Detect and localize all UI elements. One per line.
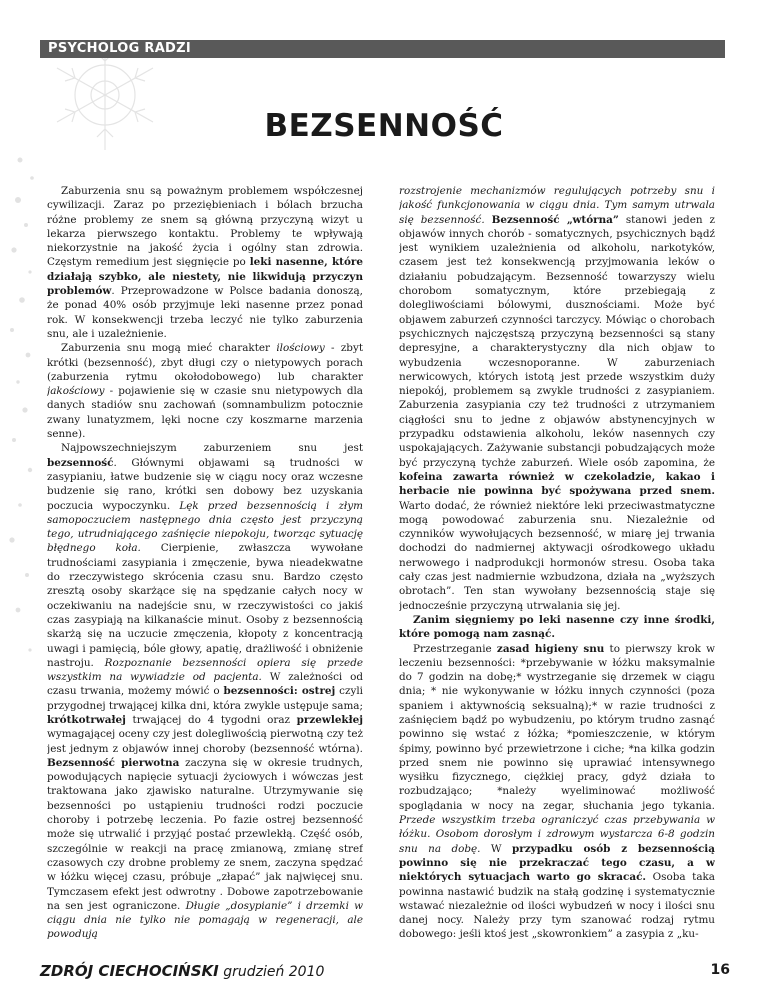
issue-date: grudzień 2010 xyxy=(223,964,325,980)
text-run: trwającej do 4 tygodni oraz xyxy=(125,713,297,726)
italic-text: Rozpoznanie bezsenności opiera się przede wszystkim na wywiadzie od pacjenta. xyxy=(47,656,363,684)
text-run: Cierpienie, zwłaszcza wywołane trudnościami zasypiania i zmęczenie, bywa nieadekwatne do rzeczywistego skrócenia czasu snu. Bardzo często zresztą osoby skarżące się na spędzanie całych nocy w oczekiwaniu na nadejście snu, w rzeczywistości co jakiś czas zasypiają na kilkanaście minut. Osoby z bezsennością skarżą się na uczucie zmęczenia, kłopoty z koncentracją uwagi i pamięcią, bóle głowy, apatię, drażliwość i obniżenie nastroju. xyxy=(47,542,363,669)
text-run: . Głównymi objawami są trudności w zasypianiu, łatwe budzenie się w ciągu nocy oraz wczesne budzenie się rano, krótki sen dobowy bez uzyskania poczucia wypoczynku. xyxy=(47,456,363,512)
text-run: Osoba taka powinna nastawić budzik na stałą godzinę i systematycznie wstawać niezależnie od ilości wybudzeń w nocy i ilości snu danej nocy. Należy przy tym szanować rodzaj rytmu dobowego: jeśli ktoś jest „skowronkiem” a zasypia z „ku- xyxy=(399,871,715,941)
text-run: Zaburzenia snu są poważnym problemem współczesnej cywilizacji. Zaraz po przeziębieniach i bólach brzucha różne problemy ze snem są główną przyczyną wizyt u lekarza pierwszego kontaktu. Problemy te wpływają niekorzystnie na jakość życia i ogólny stan zdrowia. Częstym remedium jest sięgnięcie po xyxy=(47,185,363,269)
text-run: W xyxy=(480,842,513,855)
paragraph xyxy=(47,184,363,341)
text-run: . Przeprowadzone w Polsce badania donoszą, że ponad 40% osób przyjmuje leki nasenne przez ponad rok. W konsekwencji trzeba leczyć nie tylko zaburzenia snu, ale i uzależnienie. xyxy=(47,285,363,340)
section-label: PSYCHOLOG RADZI xyxy=(48,41,192,56)
text-run: czyli przygodnej trwającej kilka dni, która zwykle ustępuje sama; xyxy=(47,685,363,712)
italic-text: jakościowy xyxy=(47,385,105,398)
italic-text: ilościowy xyxy=(276,342,325,355)
bold-text: zasad higieny snu xyxy=(496,642,605,655)
paragraph xyxy=(47,341,363,441)
paragraph xyxy=(399,613,715,642)
text-run: W zależności od czasu trwania, możemy mówić o xyxy=(47,671,363,698)
text-run: Przestrzeganie xyxy=(413,642,497,655)
text-run: to pierwszy krok w leczeniu bezsenności: *przebywanie w łóżku maksymalnie do 7 godzin na dobę;* wystrzeganie się drzemek w ciągu dnia; * nie wykonywanie w łóżku innych czynności (poza spaniem i aktywnością seksualną);* w razie trudności z zaśnięciem bądź po wybudzeniu, po którym trudno zasnąć powinno się wstać z łóżka; *pomieszczenie, w którym śpimy, powinno być przewietrzone i ciche; *na kilka godzin przed snem nie powinno się uprawiać intensywnego wysiłku fizycznego, ciężkiej pracy, gdyż działa to rozbudzająco; *należy wyeliminować możliwość spoglądania w nocy na zegar, słuchania jego tykania. xyxy=(399,642,715,812)
italic-text: Lęk przed bezsennością i złym samopoczuciem następnego dnia często jest przyczyną tego, utrudniającego zaśnięcie niepokoju, tworząc sytuację błędnego koła. xyxy=(47,499,363,555)
bold-text: Zanim sięgniemy po leki nasenne czy inne środki, które pomogą nam zasnąć. xyxy=(399,613,715,641)
article-title: BEZSENNOŚĆ xyxy=(264,108,504,144)
italic-text: Przede wszystkim trzeba ograniczyć czas przebywania w łóżku. Osobom dorosłym i zdrowym wystarcza 6-8 godzin snu na dobę. xyxy=(399,814,715,855)
right-column xyxy=(399,184,715,954)
italic-text: Długie „dosypianie” i drzemki w ciągu dnia nie tylko nie pomagają w regeneracji, ale powodują xyxy=(47,899,363,941)
paragraph xyxy=(399,642,715,942)
bold-text: kofeina zawarta również w czekoladzie, kakao i herbacie nie powinna być spożywana przed snem. xyxy=(399,470,715,498)
footer xyxy=(40,962,324,980)
bold-text: Bezsenność „wtórna” xyxy=(491,213,619,226)
section-header-bar xyxy=(40,40,725,58)
bold-text: bezsenność xyxy=(47,456,114,469)
text-run xyxy=(485,214,492,226)
bold-text: bezsenności: ostrej xyxy=(223,685,336,698)
magazine-name: ZDRÓJ CIECHOCIŃSKI xyxy=(40,962,219,980)
page-number: 16 xyxy=(710,962,730,978)
text-run: Zaburzenia snu mogą mieć charakter xyxy=(61,342,277,355)
bold-text: Bezsenność pierwotna xyxy=(47,756,180,769)
text-run: zaczyna się w okresie trudnych, powodujących napięcie sytuacji życiowych i wówczas jest traktowana jako zjawisko naturalne. Utrzymywanie się bezsenności po ustąpieniu trudności rodzi poczucie choroby i potrzebę leczenia. Po fazie ostrej bezsenność może się utrwalić i przyjąć postać przewlekłą. Część osób, szczególnie w reakcji na pracę zmianową, zmianę stref czasowych czy drobne problemy ze snem, zaczyna spędzać w łóżku więcej czasu, próbuje „złapać” jak najwięcej snu. Tymczasem efekt jest odwrotny . Dobowe zapotrzebowanie na sen jest ograniczone. xyxy=(47,756,363,912)
bold-text: leki nasenne, które działają szybko, ale niestety, nie likwidują przyczyn problemów xyxy=(47,256,363,298)
left-column xyxy=(47,184,363,954)
text-run: stanowi jeden z objawów innych chorób - somatycznych, psychicznych bądź jest wynikiem uzależnienia od alkoholu, narkotyków, czasem jest też konsekwencją przyjmowania leków o działaniu pobudzającym. Bezsenność towarzyszy wielu chorobom somatycznym, które przebiegają z dolegliwościami bólowymi, dusznościami. Może być objawem zaburzeń czynności tarczycy. Mówiąc o chorobach psychicznych najczęstszą przyczyną bezsenności są stany depresyjne, a charakterystyczny dla nich objaw to wybudzenia wczesnoporanne. W zaburzeniach nerwicowych, których istotą jest przede wszystkim duży niepokój, problemem są zwykle trudności z zasypianiem. Zaburzenia zasypiania czy też trudności z utrzymaniem ciągłości snu to jedne z objawów abstynencyjnych w przypadku odstawienia alkoholu, leków nasennych czy uspokajających. Zażywanie substancji pobudzających może być przyczyną tychże zaburzeń. Wiele osób zapomina, że xyxy=(399,213,715,469)
text-run: wymagającej oceny czy jest dolegliwością pierwotną czy też jest jednym z objawów innej choroby (bezsenność wtórna). xyxy=(47,728,363,755)
paragraph xyxy=(47,441,363,941)
text-run: - zbyt krótki (bezsenność), zbyt długi czy o nietypowych porach (zaburzenia rytmu okołodobowego) lub charakter xyxy=(47,342,363,383)
paragraph xyxy=(399,184,715,613)
bold-text: krótkotrwałej xyxy=(47,713,126,726)
bold-text: przypadku osób z bezsennością powinno się nie przekraczać tego czasu, a w niektórych sytuacjach warto go skracać. xyxy=(399,842,715,884)
text-run: Najpowszechniejszym zaburzeniem snu jest xyxy=(61,442,363,455)
text-run: - pojawienie się w czasie snu nietypowych dla danych stadiów snu zachowań (somnambulizm potocznie zwany lunatyzmem, lęki nocne czy koszmarne marzenia senne). xyxy=(47,385,363,441)
italic-text: rozstrojenie mechanizmów regulujących potrzeby snu i jakość funkcjonowania w ciągu dnia. Tym samym utrwala się bezsenność. xyxy=(399,185,715,226)
bold-text: przewlekłej xyxy=(296,713,363,726)
text-run: Warto dodać, że również niektóre leki przeciwastmatyczne mogą powodować zaburzenia snu. Niezależnie od czynników wywołujących bezsenność, w miarę jej trwania dochodzi do nadmiernej aktywacji ośrodkowego układu nerwowego i nadprodukcji hormonów stresu. Osoba taka cały czas jest nadmiernie wzbudzona, działa na „wyższych obrotach”. Ten stan wywołany bezsennością staje się jednocześnie przyczyną utrwalania się jej. xyxy=(399,499,715,612)
